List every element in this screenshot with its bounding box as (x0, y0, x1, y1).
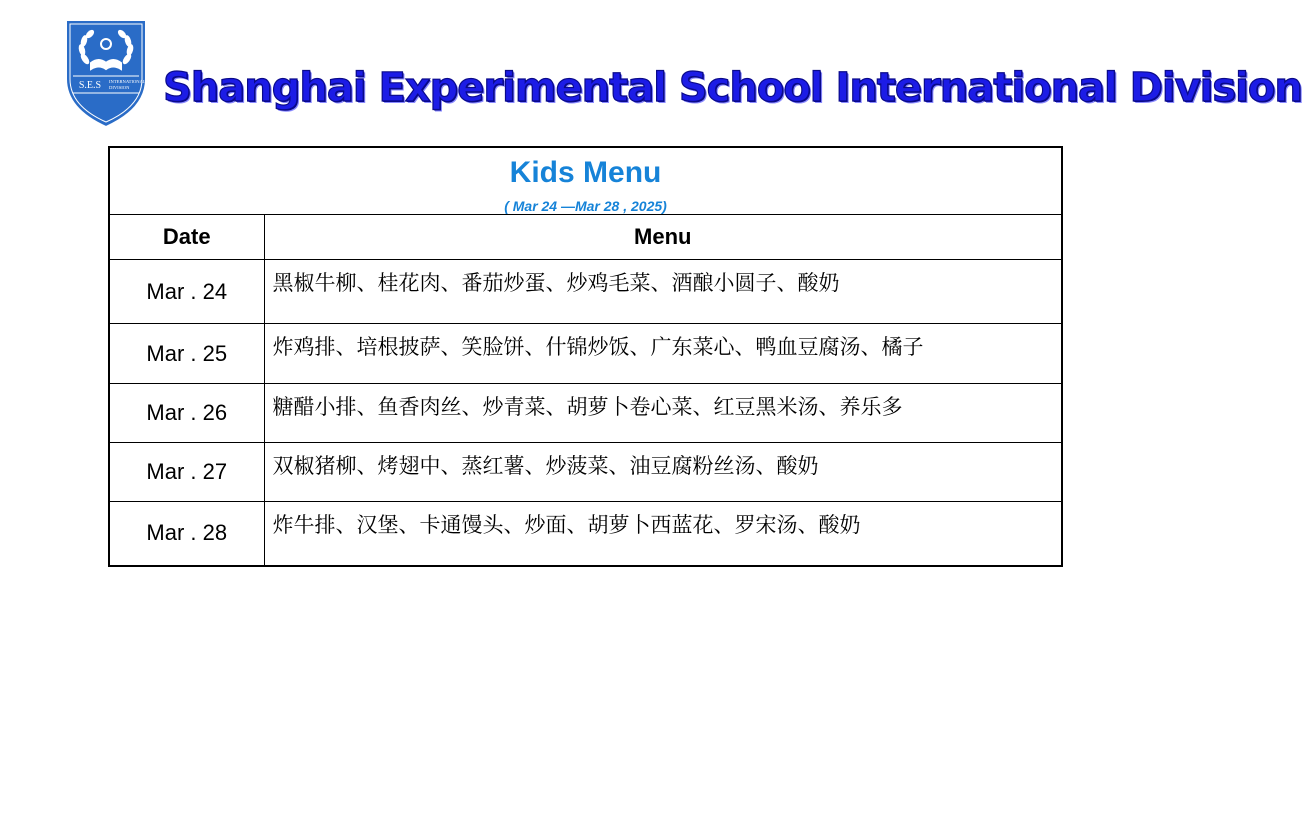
row-date: Mar . 24 (109, 260, 264, 324)
logo-side-text-2: DIVISION (109, 85, 130, 90)
menu-caption (109, 147, 1062, 215)
row-date: Mar . 27 (109, 443, 264, 502)
table-row (109, 443, 1062, 502)
row-date: Mar . 26 (109, 384, 264, 443)
logo-side-text-1: INTERNATIONAL (109, 79, 146, 84)
column-header-menu: Menu (264, 215, 1062, 260)
row-dishes: 糖醋小排、鱼香肉丝、炒青菜、胡萝卜卷心菜、红豆黑米汤、养乐多 (264, 384, 1062, 443)
table-row (109, 260, 1062, 324)
row-date: Mar . 28 (109, 502, 264, 566)
school-logo (63, 17, 149, 129)
row-dishes: 炸鸡排、培根披萨、笑脸饼、什锦炒饭、广东菜心、鸭血豆腐汤、橘子 (264, 324, 1062, 384)
school-name: Shanghai Experimental School International Division (163, 65, 1302, 111)
menu-title: Kids Menu (509, 156, 662, 189)
logo-initials: S.E.S (78, 80, 102, 91)
row-dishes: 炸牛排、汉堡、卡通馒头、炒面、胡萝卜西蓝花、罗宋汤、酸奶 (264, 502, 1062, 566)
row-date: Mar . 25 (109, 324, 264, 384)
table-row (109, 502, 1062, 566)
table-row (109, 324, 1062, 384)
table-row (109, 384, 1062, 443)
menu-date-range: ( Mar 24 —Mar 28 , 2025) (504, 198, 667, 214)
kids-menu-table (108, 146, 1063, 567)
column-header-date: Date (109, 215, 264, 260)
row-dishes: 双椒猪柳、烤翅中、蒸红薯、炒菠菜、油豆腐粉丝汤、酸奶 (264, 443, 1062, 502)
row-dishes: 黑椒牛柳、桂花肉、番茄炒蛋、炒鸡毛菜、酒酿小圆子、酸奶 (264, 260, 1062, 324)
